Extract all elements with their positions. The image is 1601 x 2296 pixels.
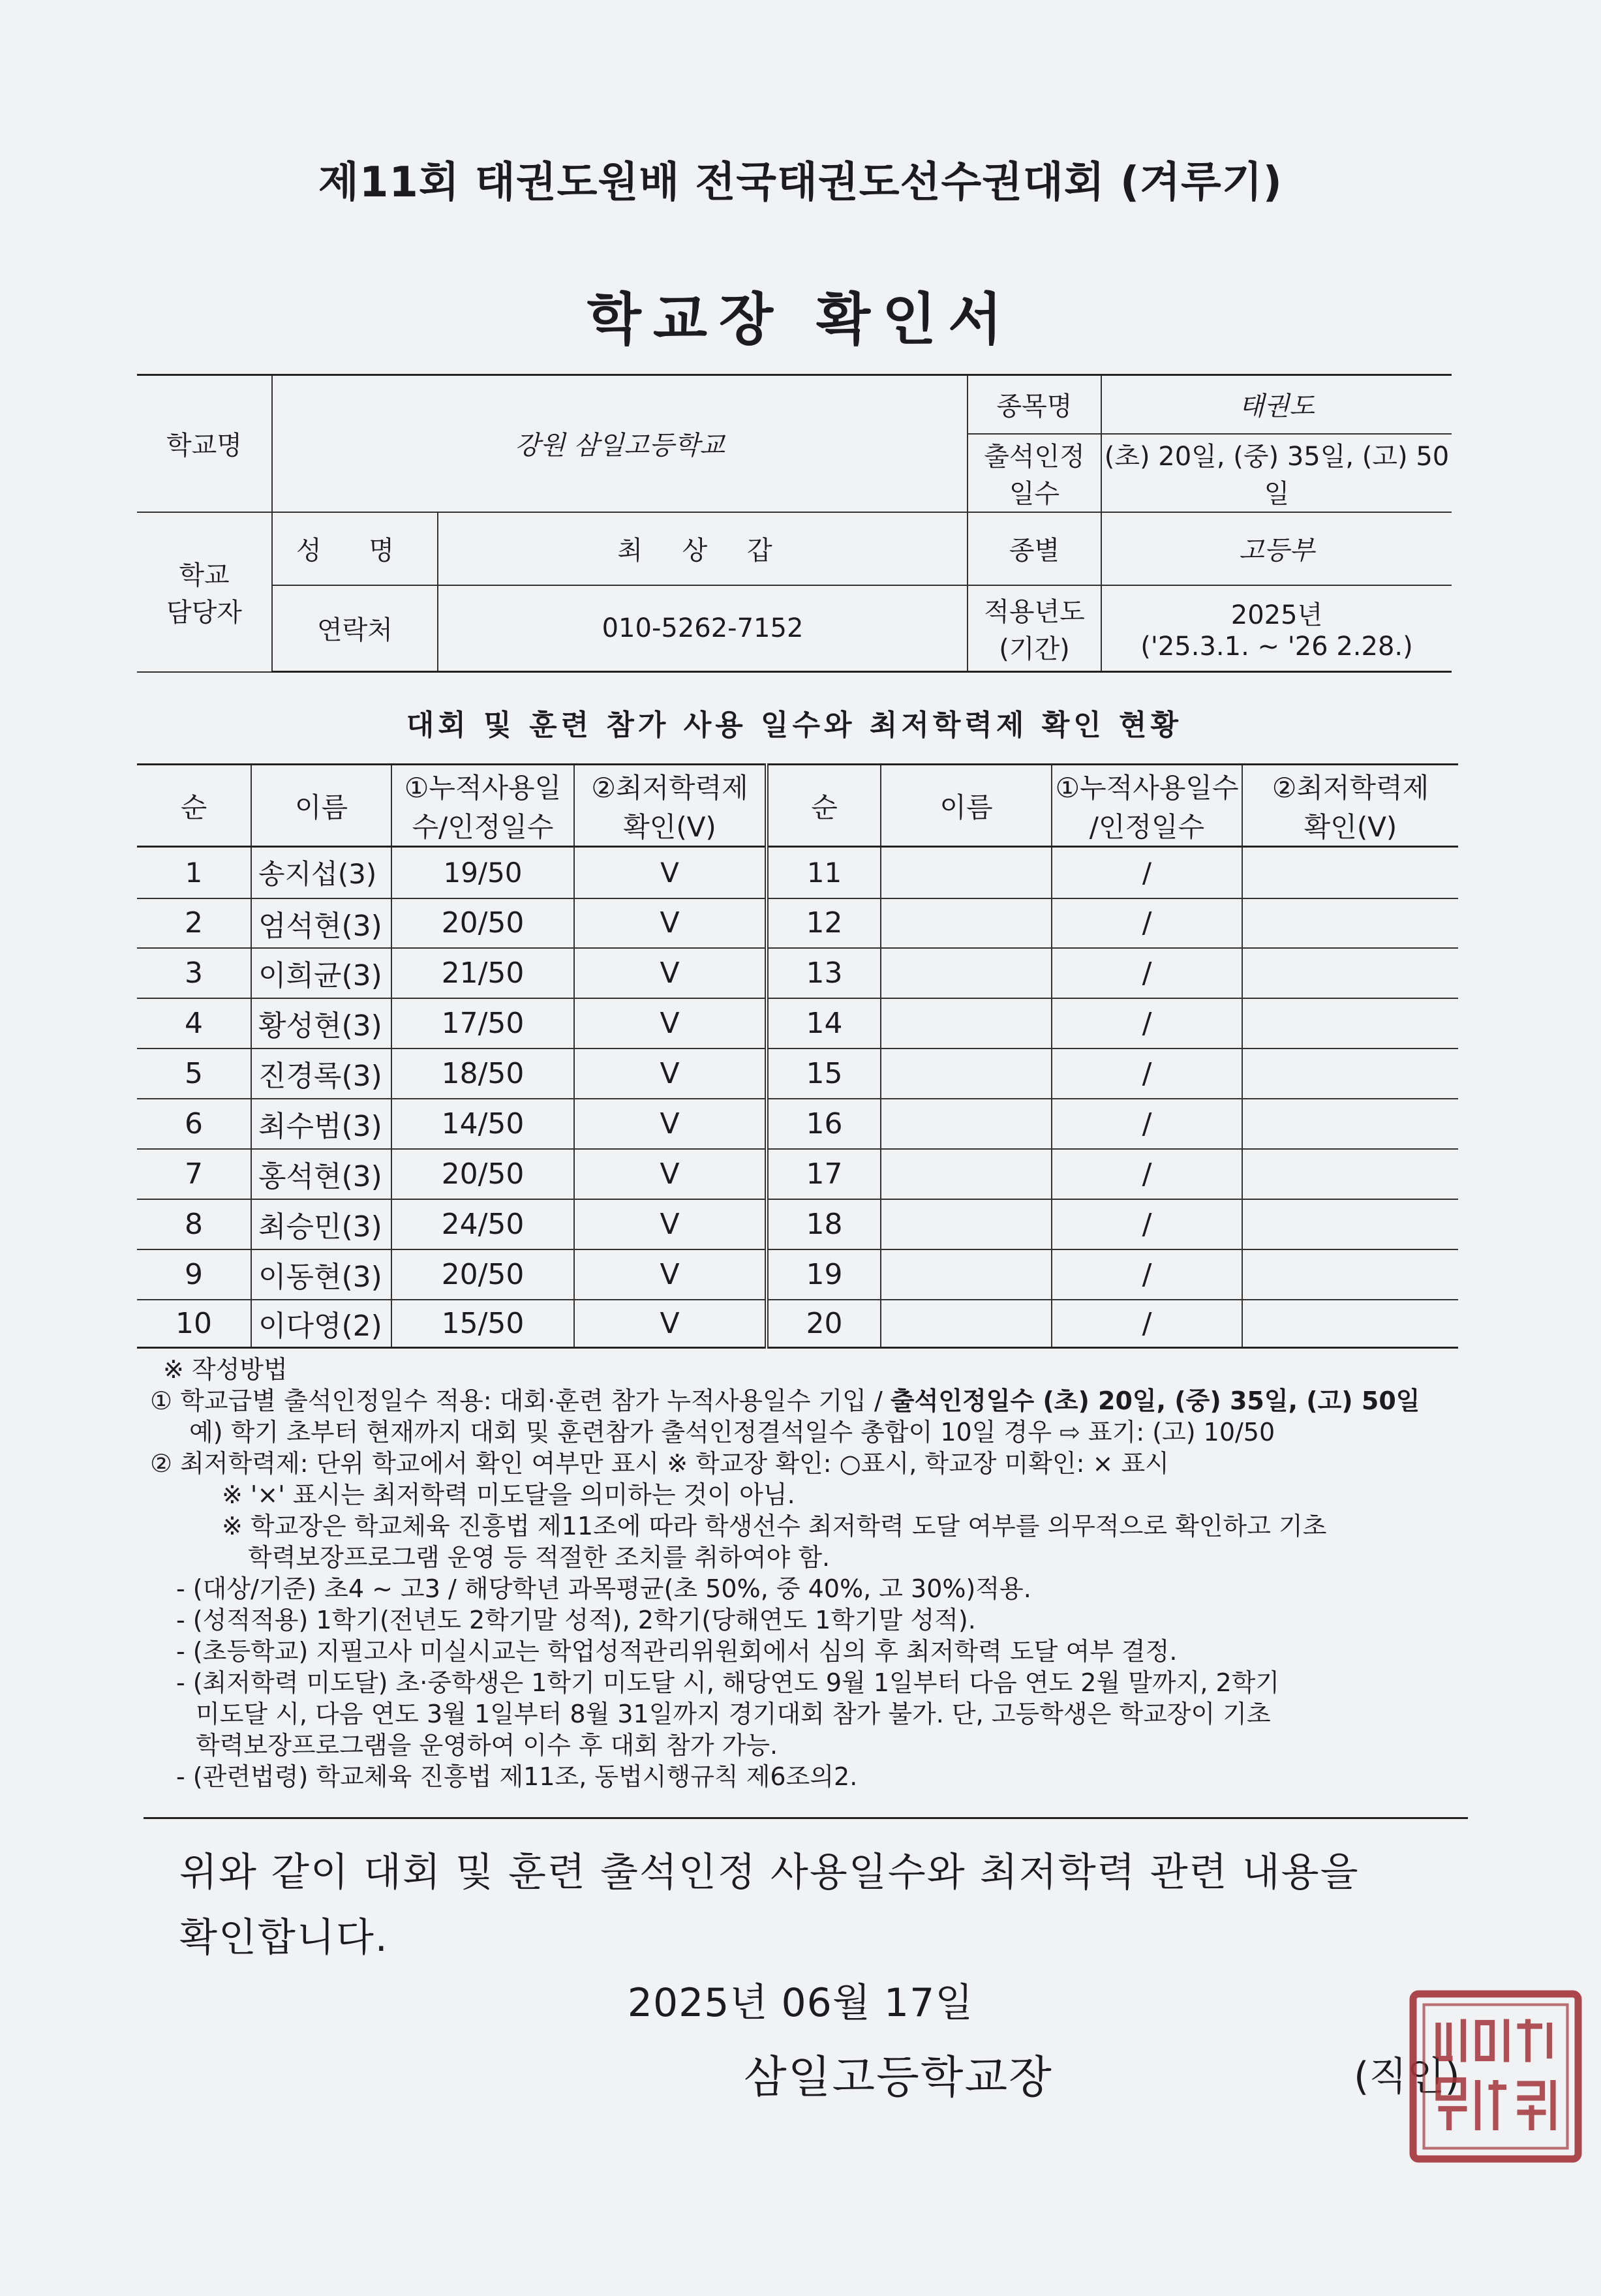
header-days [391, 765, 574, 847]
cell-check: V [574, 998, 767, 1049]
cell-check: V [574, 1199, 767, 1249]
cell-days-2: / [1052, 847, 1242, 898]
cell-check-2 [1242, 1300, 1458, 1348]
cell-name-2 [881, 898, 1052, 948]
year-value [1101, 585, 1452, 672]
cell-no-2: 15 [767, 1049, 881, 1099]
cell-name: 엄석현(3) [251, 898, 391, 948]
cell-name-2 [881, 948, 1052, 998]
cell-days: 15/50 [391, 1300, 574, 1348]
cell-no: 5 [137, 1049, 251, 1099]
cell-check-2 [1242, 898, 1458, 948]
roster-header-row [137, 765, 1458, 847]
year-value-period: ('25.3.1. ~ '26 2.28.) [1140, 632, 1413, 662]
table-row [137, 898, 1458, 948]
roster-body [137, 847, 1458, 1348]
cell-no: 6 [137, 1099, 251, 1149]
cell-days-2: / [1052, 898, 1242, 948]
cell-days-2: / [1052, 1149, 1242, 1199]
confirmation-line-2: 확인합니다. [179, 1915, 389, 1961]
year-label [968, 585, 1101, 672]
note-1-text: 학교급별 출석인정일수 적용: 대회·훈련 참가 누적사용일수 기입 / [180, 1386, 891, 1415]
detail-unmet-cont-2: 학력보장프로그램을 운영하여 이수 후 대회 참가 가능. [196, 1731, 778, 1760]
cell-days: 14/50 [391, 1099, 574, 1149]
note-2 [150, 1448, 1455, 1479]
header-check-2-line2: 확인(V) [1304, 810, 1397, 843]
cell-name: 최수범(3) [251, 1099, 391, 1149]
cell-check-2 [1242, 1149, 1458, 1199]
cell-no-2: 13 [767, 948, 881, 998]
attendance-label-line2: 일수 [1009, 478, 1060, 509]
division-label: 종별 [968, 512, 1101, 585]
cell-name: 이희균(3) [251, 948, 391, 998]
cell-name-2 [881, 847, 1052, 898]
cell-name: 이다영(2) [251, 1300, 391, 1348]
table-row [137, 948, 1458, 998]
cell-no: 9 [137, 1249, 251, 1300]
cell-name: 홍석현(3) [251, 1149, 391, 1199]
cell-days: 20/50 [391, 898, 574, 948]
header-days-line2: 수/인정일수 [412, 810, 554, 843]
cell-name: 최승민(3) [251, 1199, 391, 1249]
year-label-line2: (기간) [999, 634, 1070, 664]
cell-check: V [574, 1149, 767, 1199]
cell-no-2: 12 [767, 898, 881, 948]
table-row [137, 1149, 1458, 1199]
cell-no-2: 20 [767, 1300, 881, 1348]
header-check [574, 765, 767, 847]
cell-no: 8 [137, 1199, 251, 1249]
detail-grades: - (성적적용) 1학기(전년도 2학기말 성적), 2학기(당해연도 1학기말 성적). [176, 1606, 976, 1634]
cell-check-2 [1242, 1199, 1458, 1249]
note-2-text: 최저학력제: 단위 학교에서 확인 여부만 표시 ※ 학교장 확인: ○표시, 학교장 미확인: × 표시 [180, 1449, 1169, 1478]
cell-no-2: 17 [767, 1149, 881, 1199]
cell-no-2: 14 [767, 998, 881, 1049]
detail-elementary: - (초등학교) 지필고사 미실시교는 학업성적관리위원회에서 심의 후 최저학력 도달 여부 결정. [176, 1637, 1178, 1666]
school-name-label: 학교명 [137, 375, 272, 512]
attendance-label-line1: 출석인정 [984, 441, 1085, 472]
official-seal-note: (직인) [1354, 2054, 1460, 2100]
cell-name: 진경록(3) [251, 1049, 391, 1099]
school-name-value: 강원 삼일고등학교 [272, 375, 968, 512]
roster-table [137, 763, 1458, 1349]
cell-days-2: / [1052, 1049, 1242, 1099]
table-row [137, 1049, 1458, 1099]
confirmation-line-1: 위와 같이 대회 및 훈련 출석인정 사용일수와 최저학력 관련 내용을 [179, 1850, 1360, 1895]
note-2-number: ② [150, 1449, 173, 1478]
table-row [137, 1249, 1458, 1300]
cell-check: V [574, 847, 767, 898]
note-2-sub-2: ※ 학교장은 학교체육 진흥법 제11조에 따라 학생선수 최저학력 도달 여부를 의무적으로 확인하고 기초 [222, 1512, 1327, 1540]
header-name: 이름 [251, 765, 391, 847]
header-check-2-line1: ②최저학력제 [1272, 771, 1429, 804]
contact-person-label-line1: 학교 [179, 560, 230, 590]
header-days-2 [1052, 765, 1242, 847]
contact-person-label [137, 512, 272, 672]
cell-days: 18/50 [391, 1049, 574, 1099]
cell-days: 21/50 [391, 948, 574, 998]
name-value: 최 상 갑 [438, 512, 968, 585]
official-seal-stamp [1406, 1987, 1585, 2166]
note-1-bold: 출석인정일수 (초) 20일, (중) 35일, (고) 50일 [890, 1386, 1420, 1415]
cell-days: 20/50 [391, 1149, 574, 1199]
cell-check-2 [1242, 847, 1458, 898]
cell-no: 4 [137, 998, 251, 1049]
principal-signature: 삼일고등학교장 [744, 2052, 1053, 2104]
contact-person-label-line2: 담당자 [166, 598, 242, 628]
cell-name-2 [881, 1249, 1052, 1300]
header-name-2: 이름 [881, 765, 1052, 847]
cell-check: V [574, 898, 767, 948]
cell-check: V [574, 1049, 767, 1099]
notes-divider [144, 1817, 1468, 1819]
header-days-2-line1: ①누적사용일수 [1055, 771, 1239, 804]
cell-no-2: 18 [767, 1199, 881, 1249]
cell-check: V [574, 1249, 767, 1300]
table-row [137, 847, 1458, 898]
cell-check: V [574, 1099, 767, 1149]
table-row [137, 998, 1458, 1049]
note-2-sub-2-cont: 학력보장프로그램 운영 등 적절한 조치를 취하여야 함. [248, 1543, 831, 1572]
detail-unmet-cont-1: 미도달 시, 다음 연도 3월 1일부터 8월 31일까지 경기대회 참가 불가. 단, 고등학생은 학교장이 기초 [196, 1700, 1271, 1728]
header-days-2-line2: /인정일수 [1089, 810, 1205, 843]
header-check-line2: 확인(V) [623, 810, 716, 843]
header-days-line1: ①누적사용일 [404, 771, 562, 804]
instructions-title: ※ 작성방법 [163, 1355, 288, 1384]
note-1-number: ① [150, 1386, 173, 1415]
cell-check-2 [1242, 1049, 1458, 1099]
roster-heading: 대회 및 훈련 참가 사용 일수와 최저학력제 확인 현황 [406, 709, 1183, 742]
cell-no-2: 16 [767, 1099, 881, 1149]
document-title: 학교장 확인서 [587, 287, 1014, 352]
confirmation-statement [179, 1840, 1458, 1970]
cell-name-2 [881, 1099, 1052, 1149]
cell-days-2: / [1052, 948, 1242, 998]
cell-no: 3 [137, 948, 251, 998]
header-no-2: 순 [767, 765, 881, 847]
cell-no: 7 [137, 1149, 251, 1199]
cell-days-2: / [1052, 998, 1242, 1049]
header-check-line1: ②최저학력제 [591, 771, 748, 804]
phone-label: 연락처 [272, 585, 438, 672]
division-value: 고등부 [1101, 512, 1452, 585]
cell-check-2 [1242, 948, 1458, 998]
cell-no-2: 19 [767, 1249, 881, 1300]
cell-name-2 [881, 1049, 1052, 1099]
note-2-sub-1: ※ '×' 표시는 최저학력 미도달을 의미하는 것이 아님. [222, 1480, 795, 1509]
cell-name: 송지섭(3) [251, 847, 391, 898]
table-row [137, 1300, 1458, 1348]
cell-check: V [574, 1300, 767, 1348]
cell-days: 19/50 [391, 847, 574, 898]
attendance-value: (초) 20일, (중) 35일, (고) 50일 [1101, 434, 1452, 512]
sport-label: 종목명 [968, 375, 1101, 434]
cell-no-2: 11 [767, 847, 881, 898]
attendance-label [968, 434, 1101, 512]
year-value-year: 2025년 [1230, 600, 1323, 631]
cell-check: V [574, 948, 767, 998]
sport-value: 태권도 [1101, 375, 1452, 434]
cell-check-2 [1242, 1099, 1458, 1149]
note-1-example: 예) 학기 초부터 현재까지 대회 및 훈련참가 출석인정결석일수 총합이 10일 경우 ⇨ 표기: (고) 10/50 [189, 1418, 1275, 1446]
header-no: 순 [137, 765, 251, 847]
school-info-table [137, 374, 1452, 673]
cell-days: 17/50 [391, 998, 574, 1049]
cell-days: 24/50 [391, 1199, 574, 1249]
cell-check-2 [1242, 1249, 1458, 1300]
event-title: 제11회 태권도원배 전국태권도선수권대회 (겨루기) [318, 159, 1283, 207]
cell-days-2: / [1052, 1300, 1242, 1348]
year-label-line1: 적용년도 [984, 596, 1085, 627]
cell-no: 2 [137, 898, 251, 948]
cell-name-2 [881, 1149, 1052, 1199]
cell-name-2 [881, 998, 1052, 1049]
cell-days-2: / [1052, 1249, 1242, 1300]
cell-days: 20/50 [391, 1249, 574, 1300]
name-label: 성 명 [272, 512, 438, 585]
header-check-2 [1242, 765, 1458, 847]
cell-name: 이동현(3) [251, 1249, 391, 1300]
instructions [150, 1354, 1455, 1792]
table-row [137, 1199, 1458, 1249]
cell-name: 황성현(3) [251, 998, 391, 1049]
cell-name-2 [881, 1300, 1052, 1348]
cell-days-2: / [1052, 1099, 1242, 1149]
cell-no: 1 [137, 847, 251, 898]
issue-date: 2025년 06월 17일 [627, 1980, 974, 2026]
phone-value: 010-5262-7152 [438, 585, 968, 672]
cell-check-2 [1242, 998, 1458, 1049]
detail-target: - (대상/기준) 초4 ~ 고3 / 해당학년 과목평균(초 50%, 중 40%, 고 30%)적용. [176, 1574, 1031, 1603]
note-1 [150, 1385, 1455, 1416]
detail-unmet: - (최저학력 미도달) 초·중학생은 1학기 미도달 시, 해당연도 9월 1일부터 다음 연도 2월 말까지, 2학기 [176, 1668, 1280, 1697]
cell-name-2 [881, 1199, 1052, 1249]
detail-law: - (관련법령) 학교체육 진흥법 제11조, 동법시행규칙 제6조의2. [176, 1762, 858, 1791]
cell-no: 10 [137, 1300, 251, 1348]
table-row [137, 1099, 1458, 1149]
cell-days-2: / [1052, 1199, 1242, 1249]
